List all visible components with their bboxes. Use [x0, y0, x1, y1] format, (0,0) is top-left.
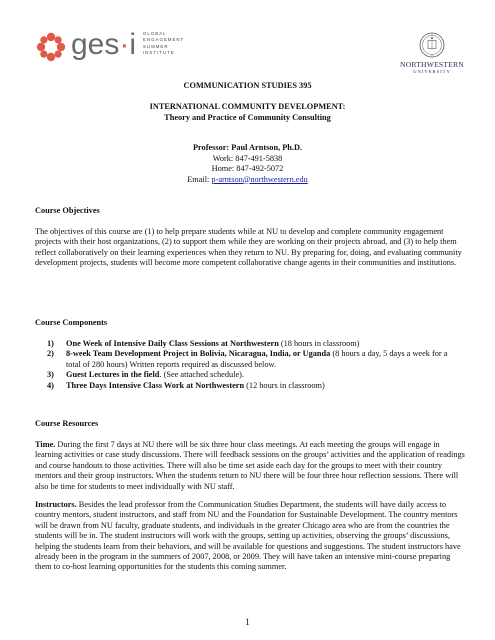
list-item [35, 370, 455, 380]
list-item-number: 2) [47, 349, 54, 359]
northwestern-logo [397, 32, 467, 75]
time-text: During the first 7 days at NU there will be six three hour class meetings. At each meeting the groups will engage in learning activities or case study discussions. There will feedback sessions on the groups’ activities and the application of readings and course handouts to those activities. There will also be time set aside each day for the groups to meet with their country mentors and their group instructors. When the students return to NU there will be four three hour reflection sessions. There will also be time for students to meet individually with NU staff. [35, 440, 465, 491]
gesi-tagline: GLOBAL ENGAGEMENT SUMMER INSTITUTE [143, 31, 185, 56]
gesi-logo [35, 27, 185, 69]
page-number: 1 [245, 618, 250, 628]
objectives-text: The objectives of this course are (1) to help prepare students while at NU to develop and complete community engagement projects with their host organizations, (2) to support them while they are working on their projects abroad, and (3) to help them reflect collaboratively on their learning experiences when they return to NU. By preparing for, doing, and evaluating community development projects, students will become more competent collaborative change agents in their communities and institutions. [35, 227, 462, 268]
list-item-title: 8-week Team Development Project in Bolivia, Nicaragua, India, or Uganda [66, 349, 331, 359]
objectives-heading: Course Objectives [35, 206, 100, 215]
components-heading: Course Components [35, 318, 108, 327]
instructors-text: Besides the lead professor from the Communication Studies Department, the students will have daily access to country mentors, student instructors, and staff from NU and the Foundation for Sustainable Development. The country mentors will be drawn from NU faculty, graduate students, and individuals in the greater Chicago area who are from the countries the students will be in. The student instructors will work with the groups, setting up activities, observing the groups’ discussions, helping the students learn from their behaviors, and will be available for questions and suggestions. The student instructors have already been in the program in the summers of 2007, 2008, or 2009. They will have taken an intensive mini-course preparing them to co-host learning opportunities for the students this coming summer. [35, 500, 461, 572]
components-list [35, 339, 455, 391]
list-item [35, 381, 455, 391]
northwestern-university-label: UNIVERSITY [413, 69, 451, 74]
email-link[interactable]: p-arntson@northwestern.edu [211, 174, 308, 184]
resources-heading: Course Resources [35, 419, 99, 428]
course-title: INTERNATIONAL COMMUNITY DEVELOPMENT: [149, 102, 346, 111]
list-item-title: Three Days Intensive Class Work at Northwestern [66, 380, 245, 390]
list-item [35, 349, 455, 370]
list-item-title: Guest Lectures in the field [66, 370, 160, 380]
work-phone: Work: 847-491-5838 [212, 153, 283, 163]
time-label: Time. [35, 440, 56, 449]
northwestern-name: NORTHWESTERN [400, 60, 464, 69]
list-item-detail: . (See attached schedule). [159, 370, 244, 380]
professor-name: Professor: Paul Arntson, Ph.D. [192, 143, 303, 152]
list-item-detail: (12 hours in classroom) [244, 380, 325, 390]
gesi-wordmark: ges·i [71, 28, 137, 61]
course-number: COMMUNICATION STUDIES 395 [183, 81, 312, 90]
gesi-flower-icon [35, 31, 67, 63]
email-label: Email: [187, 174, 212, 184]
list-item-number: 1) [47, 339, 54, 348]
list-item [35, 339, 455, 349]
course-subtitle: Theory and Practice of Community Consulting [164, 112, 331, 122]
instructors-label: Instructors. [35, 500, 77, 509]
time-paragraph [35, 440, 465, 492]
instructors-paragraph [35, 500, 465, 573]
list-item-number: 3) [47, 370, 54, 380]
list-item-detail: (8 hours a day, 5 days a week for a total of 280 hours) Written reports required as discussed below. [66, 349, 448, 369]
list-item-detail: (18 hours in classroom) [278, 339, 360, 348]
list-item-title: One Week of Intensive Daily Class Sessions at Northwestern [66, 339, 279, 348]
list-item-number: 4) [47, 380, 54, 390]
email-line [0, 175, 495, 186]
home-phone: Home: 847-492-5072 [211, 164, 284, 173]
university-seal-icon [419, 32, 445, 58]
